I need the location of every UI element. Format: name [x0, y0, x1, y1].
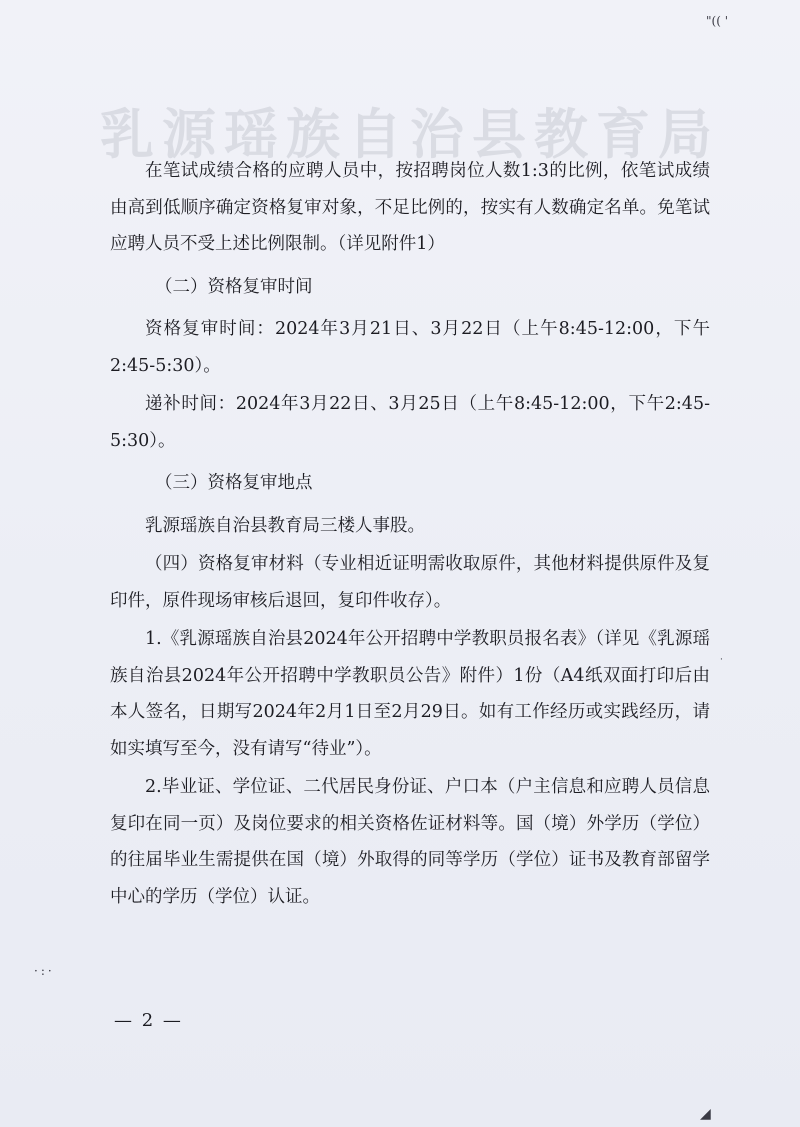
paragraph-ratio: 在笔试成绩合格的应聘人员中，按招聘岗位人数1:3的比例，依笔试成绩由高到低顺序确定资格复审对象，不足比例的，按实有人数确定名单。免笔试应聘人员不受上述比例限制。（详见附件1）	[110, 161, 710, 254]
paragraph-review-location: 乳源瑶族自治县教育局三楼人事股。	[145, 515, 425, 536]
section-heading-review-location: （三）资格复审地点	[155, 473, 313, 493]
paragraph-review-time: 资格复审时间：2024年3月21日、3月22日（上午8:45-12:00，下午2:45-5:30）。	[110, 319, 710, 376]
section-heading-review-materials: （四）资格复审材料（专业相近证明需收取原件，其他材料提供原件及复印件，原件现场审核后退回，复印件收存）。	[110, 554, 710, 611]
scan-mark-left: ·:·	[34, 964, 55, 978]
show-through-watermark: 乳源瑶族自治县教育局	[100, 102, 720, 166]
scan-mark-bottom: ◢	[700, 1106, 711, 1122]
scan-mark-top: "(( '	[706, 14, 728, 28]
paragraph-supplement-time: 递补时间：2024年3月22日、3月25日（上午8:45-12:00，下午2:45-5:30）。	[110, 394, 710, 451]
list-item-certificates: 2.毕业证、学位证、二代居民身份证、户口本（户主信息和应聘人员信息复印在同一页）及岗位要求的相关资格佐证材料等。国（境）外学历（学位）的往届毕业生需提供在国（境）外取得的同等学历（学位）证书及教育部留学中心的学历（学位）认证。	[110, 777, 710, 907]
page-number: — 2 —	[114, 1010, 183, 1031]
document-body	[110, 153, 710, 917]
scan-mark-right: ·	[720, 655, 723, 665]
list-item-registration-form: 1.《乳源瑶族自治县2024年公开招聘中学教职员报名表》（详见《乳源瑶族自治县2024年公开招聘中学教职员公告》附件）1份（A4纸双面打印后由本人签名，日期写2024年2月1日至2月29日。如有工作经历或实践经历，请如实填写至今，没有请写“待业”）。	[110, 629, 710, 759]
section-heading-review-time: （二）资格复审时间	[155, 276, 313, 297]
